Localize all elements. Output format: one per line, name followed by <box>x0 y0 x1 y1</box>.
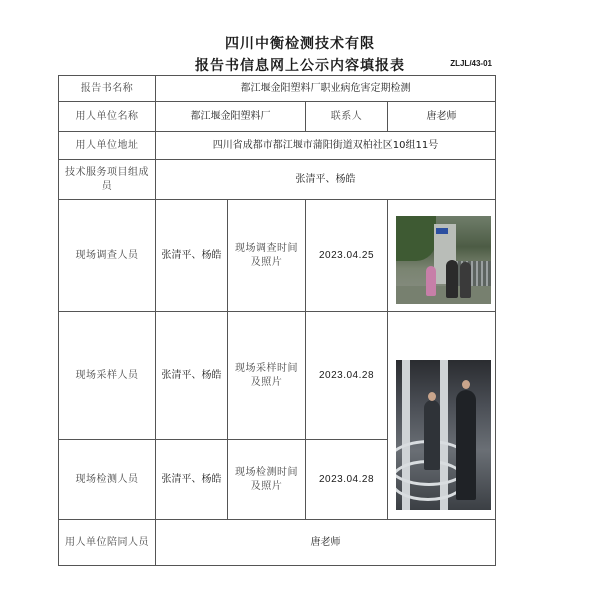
sampling-persons: 张清平、杨皓 <box>156 312 228 440</box>
employer-value: 都江堰金阳塑料厂 <box>156 102 306 132</box>
contact-label: 联系人 <box>306 102 388 132</box>
escort-value: 唐老师 <box>156 520 496 566</box>
report-name-label: 报告书名称 <box>59 76 156 102</box>
escort-label: 用人单位陪同人员 <box>59 520 156 566</box>
document-title-line2: 报告书信息网上公示内容填报表 <box>195 58 405 74</box>
survey-time-label: 现场调查时间及照片 <box>228 200 306 312</box>
team-label: 技术服务项目组成员 <box>59 160 156 200</box>
testing-date: 2023.04.28 <box>306 440 388 520</box>
report-name-value: 都江堰金阳塑料厂职业病危害定期检测 <box>156 76 496 102</box>
document-title-line1: 四川中衡检测技术有限 <box>225 36 375 52</box>
sampling-label: 现场采样人员 <box>59 312 156 440</box>
address-label: 用人单位地址 <box>59 132 156 160</box>
escort-row <box>59 520 496 566</box>
team-row <box>59 160 496 200</box>
employer-label: 用人单位名称 <box>59 102 156 132</box>
testing-label: 现场检测人员 <box>59 440 156 520</box>
survey-persons: 张清平、杨皓 <box>156 200 228 312</box>
sampling-date: 2023.04.28 <box>306 312 388 440</box>
address-value: 四川省成都市都江堰市蒲阳街道双柏社区10组11号 <box>156 132 496 160</box>
survey-date: 2023.04.25 <box>306 200 388 312</box>
sampling-time-label: 现场采样时间及照片 <box>228 312 306 440</box>
team-value: 张清平、杨皓 <box>156 160 496 200</box>
address-row <box>59 132 496 160</box>
contact-value: 唐老师 <box>388 102 496 132</box>
employer-row <box>59 102 496 132</box>
site-sampling-photo <box>396 360 491 510</box>
testing-time-label: 现场检测时间及照片 <box>228 440 306 520</box>
survey-label: 现场调查人员 <box>59 200 156 312</box>
site-survey-photo <box>396 216 491 304</box>
form-code: ZLJL/43-01 <box>450 59 492 68</box>
report-name-row <box>59 76 496 102</box>
testing-persons: 张清平、杨皓 <box>156 440 228 520</box>
